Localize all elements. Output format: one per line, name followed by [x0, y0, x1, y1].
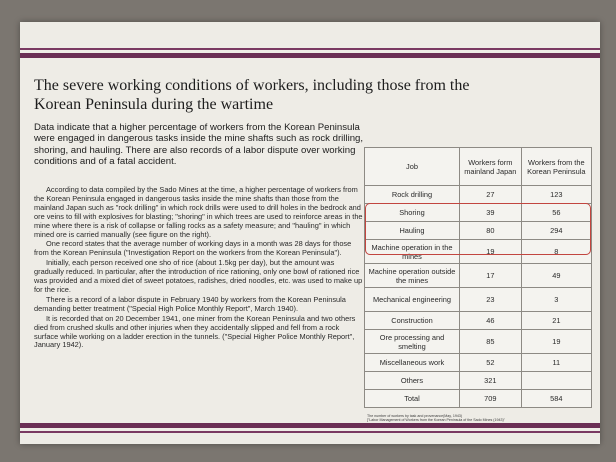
exhibit-panel — [20, 22, 600, 444]
cell-job: Machine operation in the mines — [365, 240, 460, 264]
table-header-row — [365, 148, 592, 186]
cell-japan: 23 — [460, 288, 522, 312]
cell-job: Others — [365, 372, 460, 390]
cell-korea: 21 — [521, 312, 591, 330]
table-row — [365, 186, 592, 204]
cell-job: Mechanical engineering — [365, 288, 460, 312]
note-line: The number of workers by task and provenance(May, 1943) — [367, 414, 463, 418]
body-paragraph: Initially, each person received one sho of rice (about 1.5kg per day), but the amount was gradually reduced. In particular, after the introduction of rice rationing, only one bowl of rationed rice was provided and a mixed diet of sweet potatoes, radishes, dried noodles, etc. was used to make up for the rice. — [34, 258, 363, 294]
cell-job: Hauling — [365, 222, 460, 240]
table-row — [365, 240, 592, 264]
table-row — [365, 264, 592, 288]
table-row — [365, 330, 592, 354]
cell-korea: 123 — [521, 186, 591, 204]
table-row — [365, 372, 592, 390]
cell-japan: 27 — [460, 186, 522, 204]
cell-job: Machine operation outside the mines — [365, 264, 460, 288]
workers-table — [364, 147, 592, 408]
table-row — [365, 204, 592, 222]
workers-table-wrap — [364, 147, 592, 408]
cell-japan: 46 — [460, 312, 522, 330]
table-row — [365, 222, 592, 240]
cell-japan: 19 — [460, 240, 522, 264]
top-stripe-thin — [20, 48, 600, 50]
cell-korea: 11 — [521, 354, 591, 372]
body-paragraph: According to data compiled by the Sado Mines at the time, a higher percentage of workers from the Korean Peninsula engaged in dangerous tasks inside the mine shafts than those from the mainland Japan such as "rock drilling" in which rock drills were used to drill holes in the bedrock and ore veins to fill with explosives for blasting; "shoring" in which trees are used to reinforce areas in the mine where there is a risk of collapse or falling rocks as a safety measure; and "hauling" in which mined ore is carried manually (see figure on the right). — [34, 185, 363, 239]
body-paragraph: There is a record of a labor dispute in February 1940 by workers from the Korean Peninsula demanding better treatment ("Special High Police Monthly Report", March 1940). — [34, 294, 346, 313]
cell-korea: 294 — [521, 222, 591, 240]
lead-paragraph: Data indicate that a higher percentage of workers from the Korean Peninsula were engaged in dangerous tasks inside the mine shafts such as rock drilling, shoring, and hauling. There are also records of a labor dispute over working conditions and of a fatal accident. — [34, 122, 364, 167]
body-paragraph: It is recorded that on 20 December 1941, one miner from the Korean Peninsula and two others died from crushed skulls and other injuries when they accidentally slipped and fell from a rock surface while working on a ladder erection in the tunnels. ("Special Higher Police Monthly Report", January 1942). — [34, 313, 356, 350]
cell-job: Shoring — [365, 204, 460, 222]
header-job: Job — [365, 148, 460, 186]
cell-job: Construction — [365, 312, 460, 330]
body-paragraph: One record states that the average number of working days in a month was 28 days for those from the Korean Peninsula ("Investigation Report on the workers from the Korean Peninsula"). — [34, 239, 352, 258]
table-row — [365, 288, 592, 312]
cell-job: Miscellaneous work — [365, 354, 460, 372]
header-japan: Workers form mainland Japan — [460, 148, 522, 186]
top-stripe-thick — [20, 53, 600, 58]
table-row — [365, 312, 592, 330]
note-line: ["Labor Management of Workers from the Korean Peninsula of the Sado Mines (1943)" — [367, 418, 505, 423]
cell-korea: 584 — [521, 390, 591, 408]
cell-japan: 39 — [460, 204, 522, 222]
cell-japan: 709 — [460, 390, 522, 408]
cell-japan: 85 — [460, 330, 522, 354]
cell-job: Total — [365, 390, 460, 408]
cell-korea: 49 — [521, 264, 591, 288]
bottom-stripe-thin — [20, 431, 600, 433]
header-korea: Workers from the Korean Peninsula — [521, 148, 591, 186]
cell-job: Ore processing and smelting — [365, 330, 460, 354]
cell-japan: 80 — [460, 222, 522, 240]
cell-japan: 52 — [460, 354, 522, 372]
table-row-total — [365, 390, 592, 408]
cell-korea — [521, 372, 591, 390]
body-text — [34, 186, 364, 351]
panel-title: The severe working conditions of workers, including those from the Korean Peninsula during the wartime — [34, 77, 470, 113]
bottom-stripe-thick — [20, 423, 600, 428]
cell-job: Rock drilling — [365, 186, 460, 204]
cell-japan: 321 — [460, 372, 522, 390]
cell-korea: 56 — [521, 204, 591, 222]
cell-korea: 8 — [521, 240, 591, 264]
table-row — [365, 354, 592, 372]
cell-korea: 3 — [521, 288, 591, 312]
cell-korea: 19 — [521, 330, 591, 354]
cell-japan: 17 — [460, 264, 522, 288]
